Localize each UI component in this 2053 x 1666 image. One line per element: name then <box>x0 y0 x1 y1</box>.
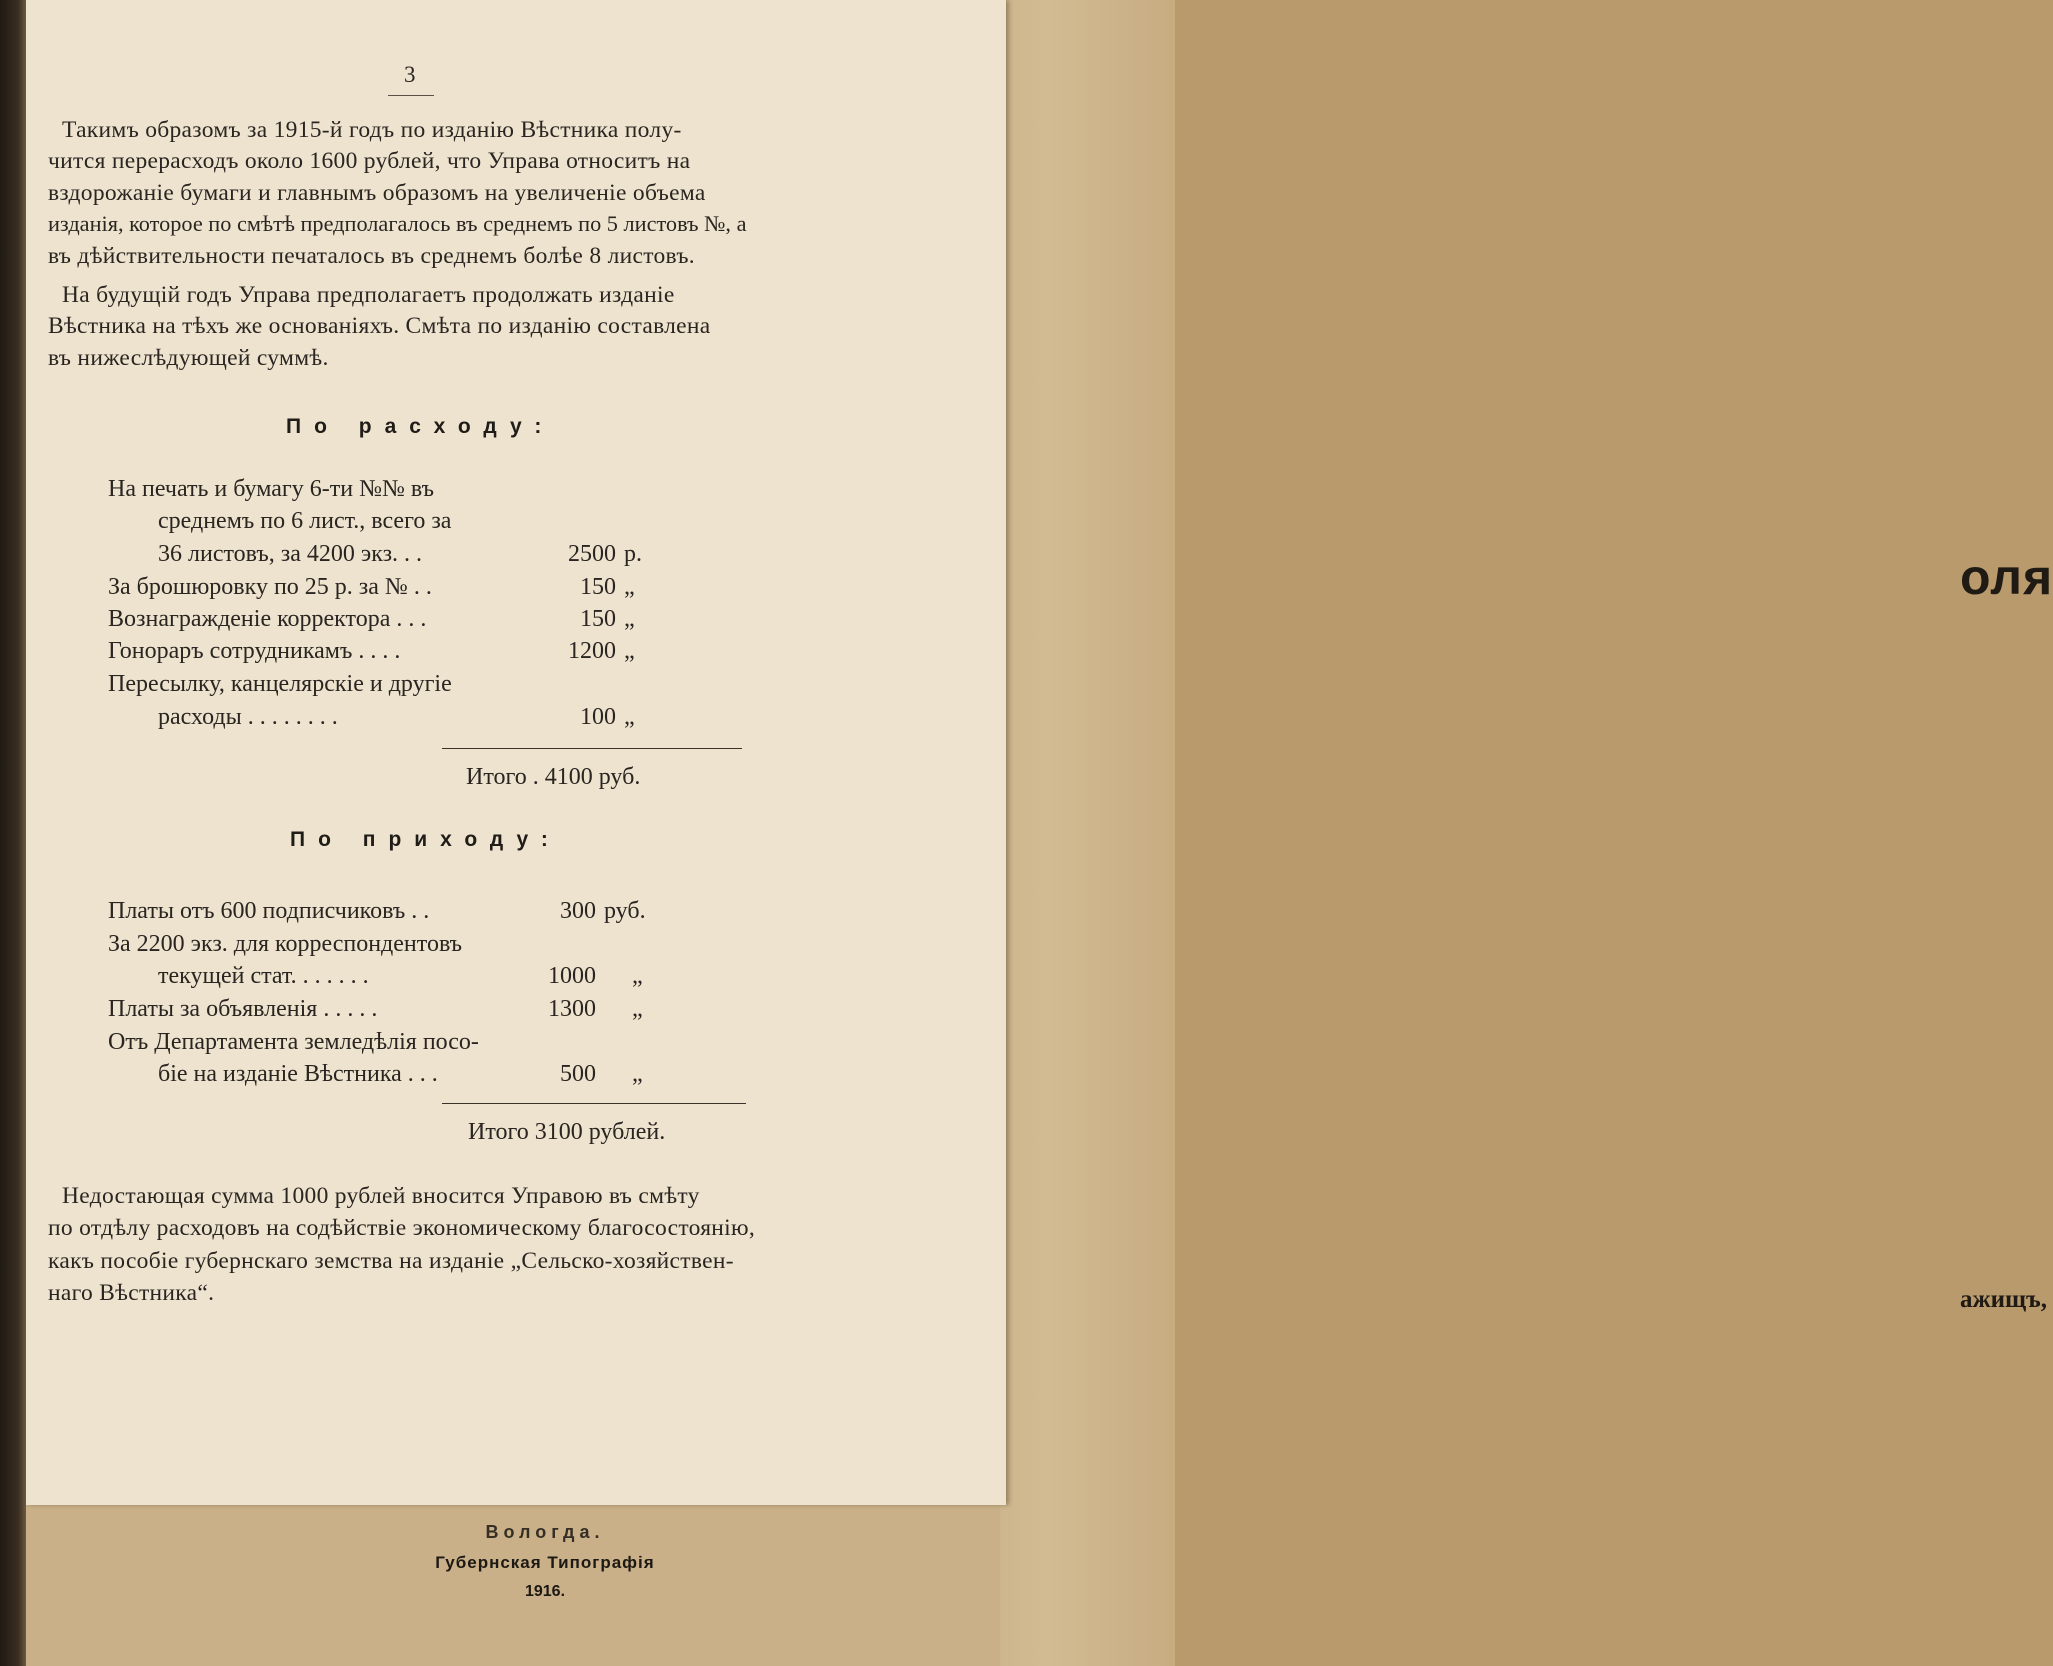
expense-item-line: Вознагражденіе корректора . . . <box>108 606 427 632</box>
expense-unit: „ <box>624 638 635 664</box>
income-total: Итого 3100 рублей. <box>468 1119 666 1145</box>
intro-line: въ дѣйствительности печаталось въ среднемъ болѣе 8 листовъ. <box>48 243 695 269</box>
page-number: 3 <box>404 62 416 87</box>
imprint-press: Губернская Типографія <box>435 1553 655 1572</box>
closing-line: наго Вѣстника“. <box>48 1280 215 1306</box>
income-amount: 500 <box>560 1061 596 1087</box>
income-item-line: текущей стат. . . . . . . <box>158 963 369 989</box>
imprint-city: Вологда. <box>485 1522 605 1542</box>
income-item-line: Отъ Департамента земледѣлія посо- <box>108 1029 479 1055</box>
expense-item-line: среднемъ по 6 лист., всего за <box>158 508 452 534</box>
expenses-heading: По расходу: <box>286 415 555 438</box>
income-amount: 300 <box>560 898 596 924</box>
expense-amount: 150 <box>580 606 616 632</box>
expense-amount: 2500 <box>568 541 616 567</box>
expense-unit: р. <box>624 541 642 567</box>
income-item-line: Платы отъ 600 подписчиковъ . . <box>108 898 430 924</box>
income-unit: руб. <box>604 898 646 924</box>
closing-line: по отдѣлу расходовъ на содѣйствіе экономическому благосостоянію, <box>48 1215 756 1241</box>
expense-item-line: расходы . . . . . . . . <box>158 704 338 730</box>
plan-line: въ нижеслѣдующей суммѣ. <box>48 345 329 371</box>
document-page <box>26 0 1006 1505</box>
income-amount: 1000 <box>548 963 596 989</box>
closing-line: Недостающая сумма 1000 рублей вносится Управою въ смѣту <box>62 1183 700 1209</box>
income-heading: По приходу: <box>290 828 561 851</box>
book-binding <box>0 0 26 1666</box>
plan-line: Вѣстника на тѣхъ же основаніяхъ. Смѣта по изданію составлена <box>48 313 711 339</box>
intro-line: вздорожаніе бумаги и главнымъ образомъ на увеличеніе объема <box>48 180 706 206</box>
page-number-rule <box>388 95 434 96</box>
expenses-total-rule <box>442 748 742 749</box>
expense-item-line: На печать и бумагу 6-ти №№ въ <box>108 476 435 502</box>
income-amount: 1300 <box>548 996 596 1022</box>
underlying-word-fragment: ажищъ, <box>1960 1286 2047 1313</box>
expense-amount: 1200 <box>568 638 616 664</box>
expense-item-line: Гонораръ сотрудникамъ . . . . <box>108 638 401 664</box>
expenses-total: Итого . 4100 руб. <box>466 764 641 790</box>
expense-unit: „ <box>624 606 635 632</box>
income-total-rule <box>442 1103 746 1104</box>
intro-line: чится перерасходъ около 1600 рублей, что Управа относитъ на <box>48 148 691 174</box>
income-item-line: Платы за объявленія . . . . . <box>108 996 378 1022</box>
intro-line: Такимъ образомъ за 1915-й годъ по изданію Вѣстника полу- <box>62 117 682 143</box>
income-item-line: біе на изданіе Вѣстника . . . <box>158 1061 438 1087</box>
closing-line: какъ пособіе губернскаго земства на изданіе „Сельско-хозяйствен- <box>48 1248 734 1274</box>
plan-line: На будущій годъ Управа предполагаетъ продолжать изданіе <box>62 282 675 308</box>
income-unit: „ <box>632 963 643 989</box>
expense-item-line: За брошюровку по 25 р. за № . . <box>108 574 432 600</box>
expense-item-line: 36 листовъ, за 4200 экз. . . <box>158 541 423 567</box>
expense-unit: „ <box>624 704 635 730</box>
income-unit: „ <box>632 1061 643 1087</box>
underlying-heading-fragment: оля <box>1960 549 2053 605</box>
expense-item-line: Пересылку, канцелярскіе и другіе <box>108 671 452 697</box>
expense-unit: „ <box>624 574 635 600</box>
imprint-year: 1916. <box>524 1583 566 1600</box>
expense-amount: 150 <box>580 574 616 600</box>
intro-line: изданія, которое по смѣтѣ предполагалось въ среднемъ по 5 листовъ №, а <box>48 211 747 236</box>
expense-amount: 100 <box>580 704 616 730</box>
income-item-line: За 2200 экз. для корреспондентовъ <box>108 931 463 957</box>
income-unit: „ <box>632 996 643 1022</box>
